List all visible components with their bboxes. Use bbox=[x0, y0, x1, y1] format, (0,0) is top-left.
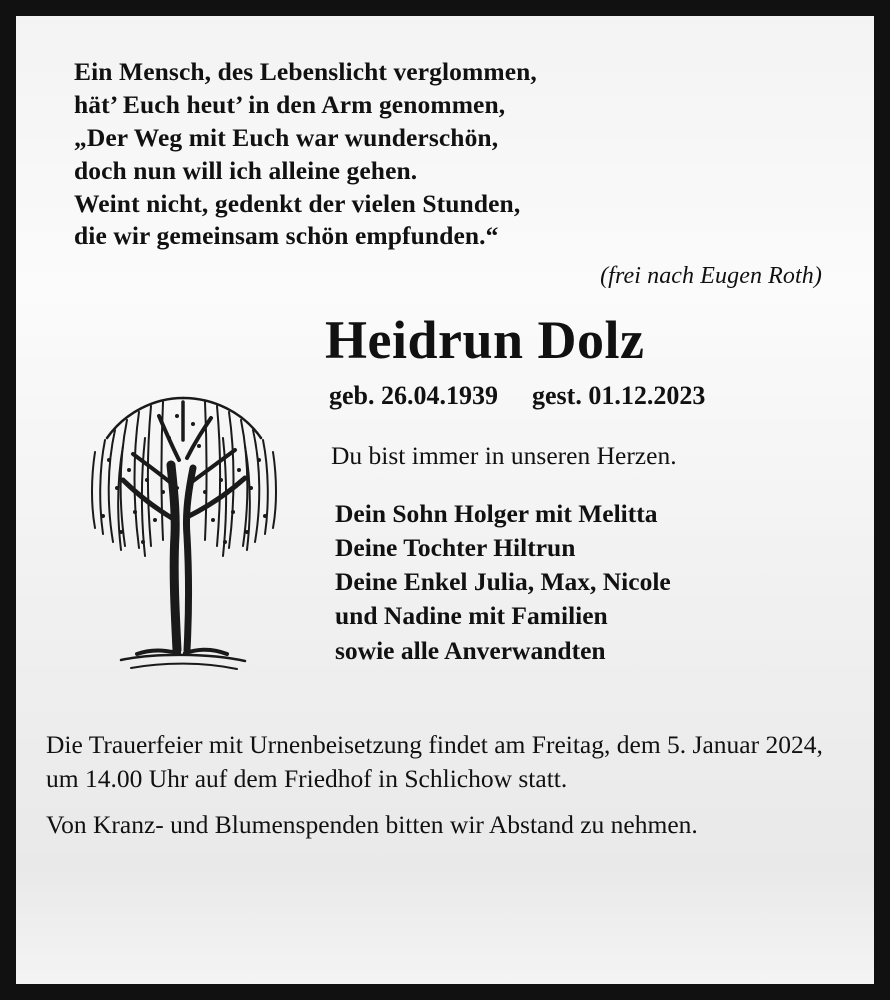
birth-date: geb. 26.04.1939 bbox=[329, 380, 498, 410]
person-block bbox=[321, 312, 844, 667]
illustration-container bbox=[46, 312, 321, 700]
poem-attribution: (frei nach Eugen Roth) bbox=[600, 263, 822, 290]
poem-line-4: doch nun will ich alleine gehen. bbox=[74, 155, 418, 185]
weeping-willow-tree-icon bbox=[59, 320, 309, 700]
poem-line-6: die wir gemeinsam schön empfunden.“ bbox=[74, 221, 499, 251]
life-dates bbox=[329, 381, 844, 411]
footer-block bbox=[46, 728, 844, 842]
family-line-3: Deine Enkel Julia, Max, Nicole bbox=[335, 567, 671, 597]
family-line-1: Dein Sohn Holger mit Melitta bbox=[335, 498, 658, 528]
family-line-4: und Nadine mit Familien bbox=[335, 601, 608, 631]
death-date: gest. 01.12.2023 bbox=[532, 380, 706, 410]
family-line-5: sowie alle Anverwandten bbox=[335, 635, 606, 665]
poem-line-1: Ein Mensch, des Lebenslicht verglommen, bbox=[74, 57, 537, 86]
obituary-inner bbox=[16, 16, 874, 984]
family-block bbox=[335, 497, 844, 668]
poem-line-5: Weint nicht, gedenkt der vielen Stunden, bbox=[74, 188, 521, 218]
ceremony-text: Die Trauerfeier mit Urnenbeisetzung findet am Freitag, dem 5. Januar 2024, um 14.00 Uhr auf dem Friedhof in Schlichow statt. bbox=[46, 730, 823, 794]
poem-line-3: „Der Weg mit Euch war wunderschön, bbox=[74, 122, 499, 152]
deceased-name: Heidrun Dolz bbox=[325, 310, 645, 371]
poem-block bbox=[74, 56, 844, 292]
donation-request-text: Von Kranz- und Blumenspenden bitten wir Abstand zu nehmen. bbox=[46, 810, 698, 840]
poem-line-2: hät’ Euch heut’ in den Arm genommen, bbox=[74, 89, 506, 119]
memorial-motto: Du bist immer in unseren Herzen. bbox=[331, 440, 677, 470]
main-block bbox=[46, 312, 844, 700]
family-line-2: Deine Tochter Hiltrun bbox=[335, 533, 576, 563]
